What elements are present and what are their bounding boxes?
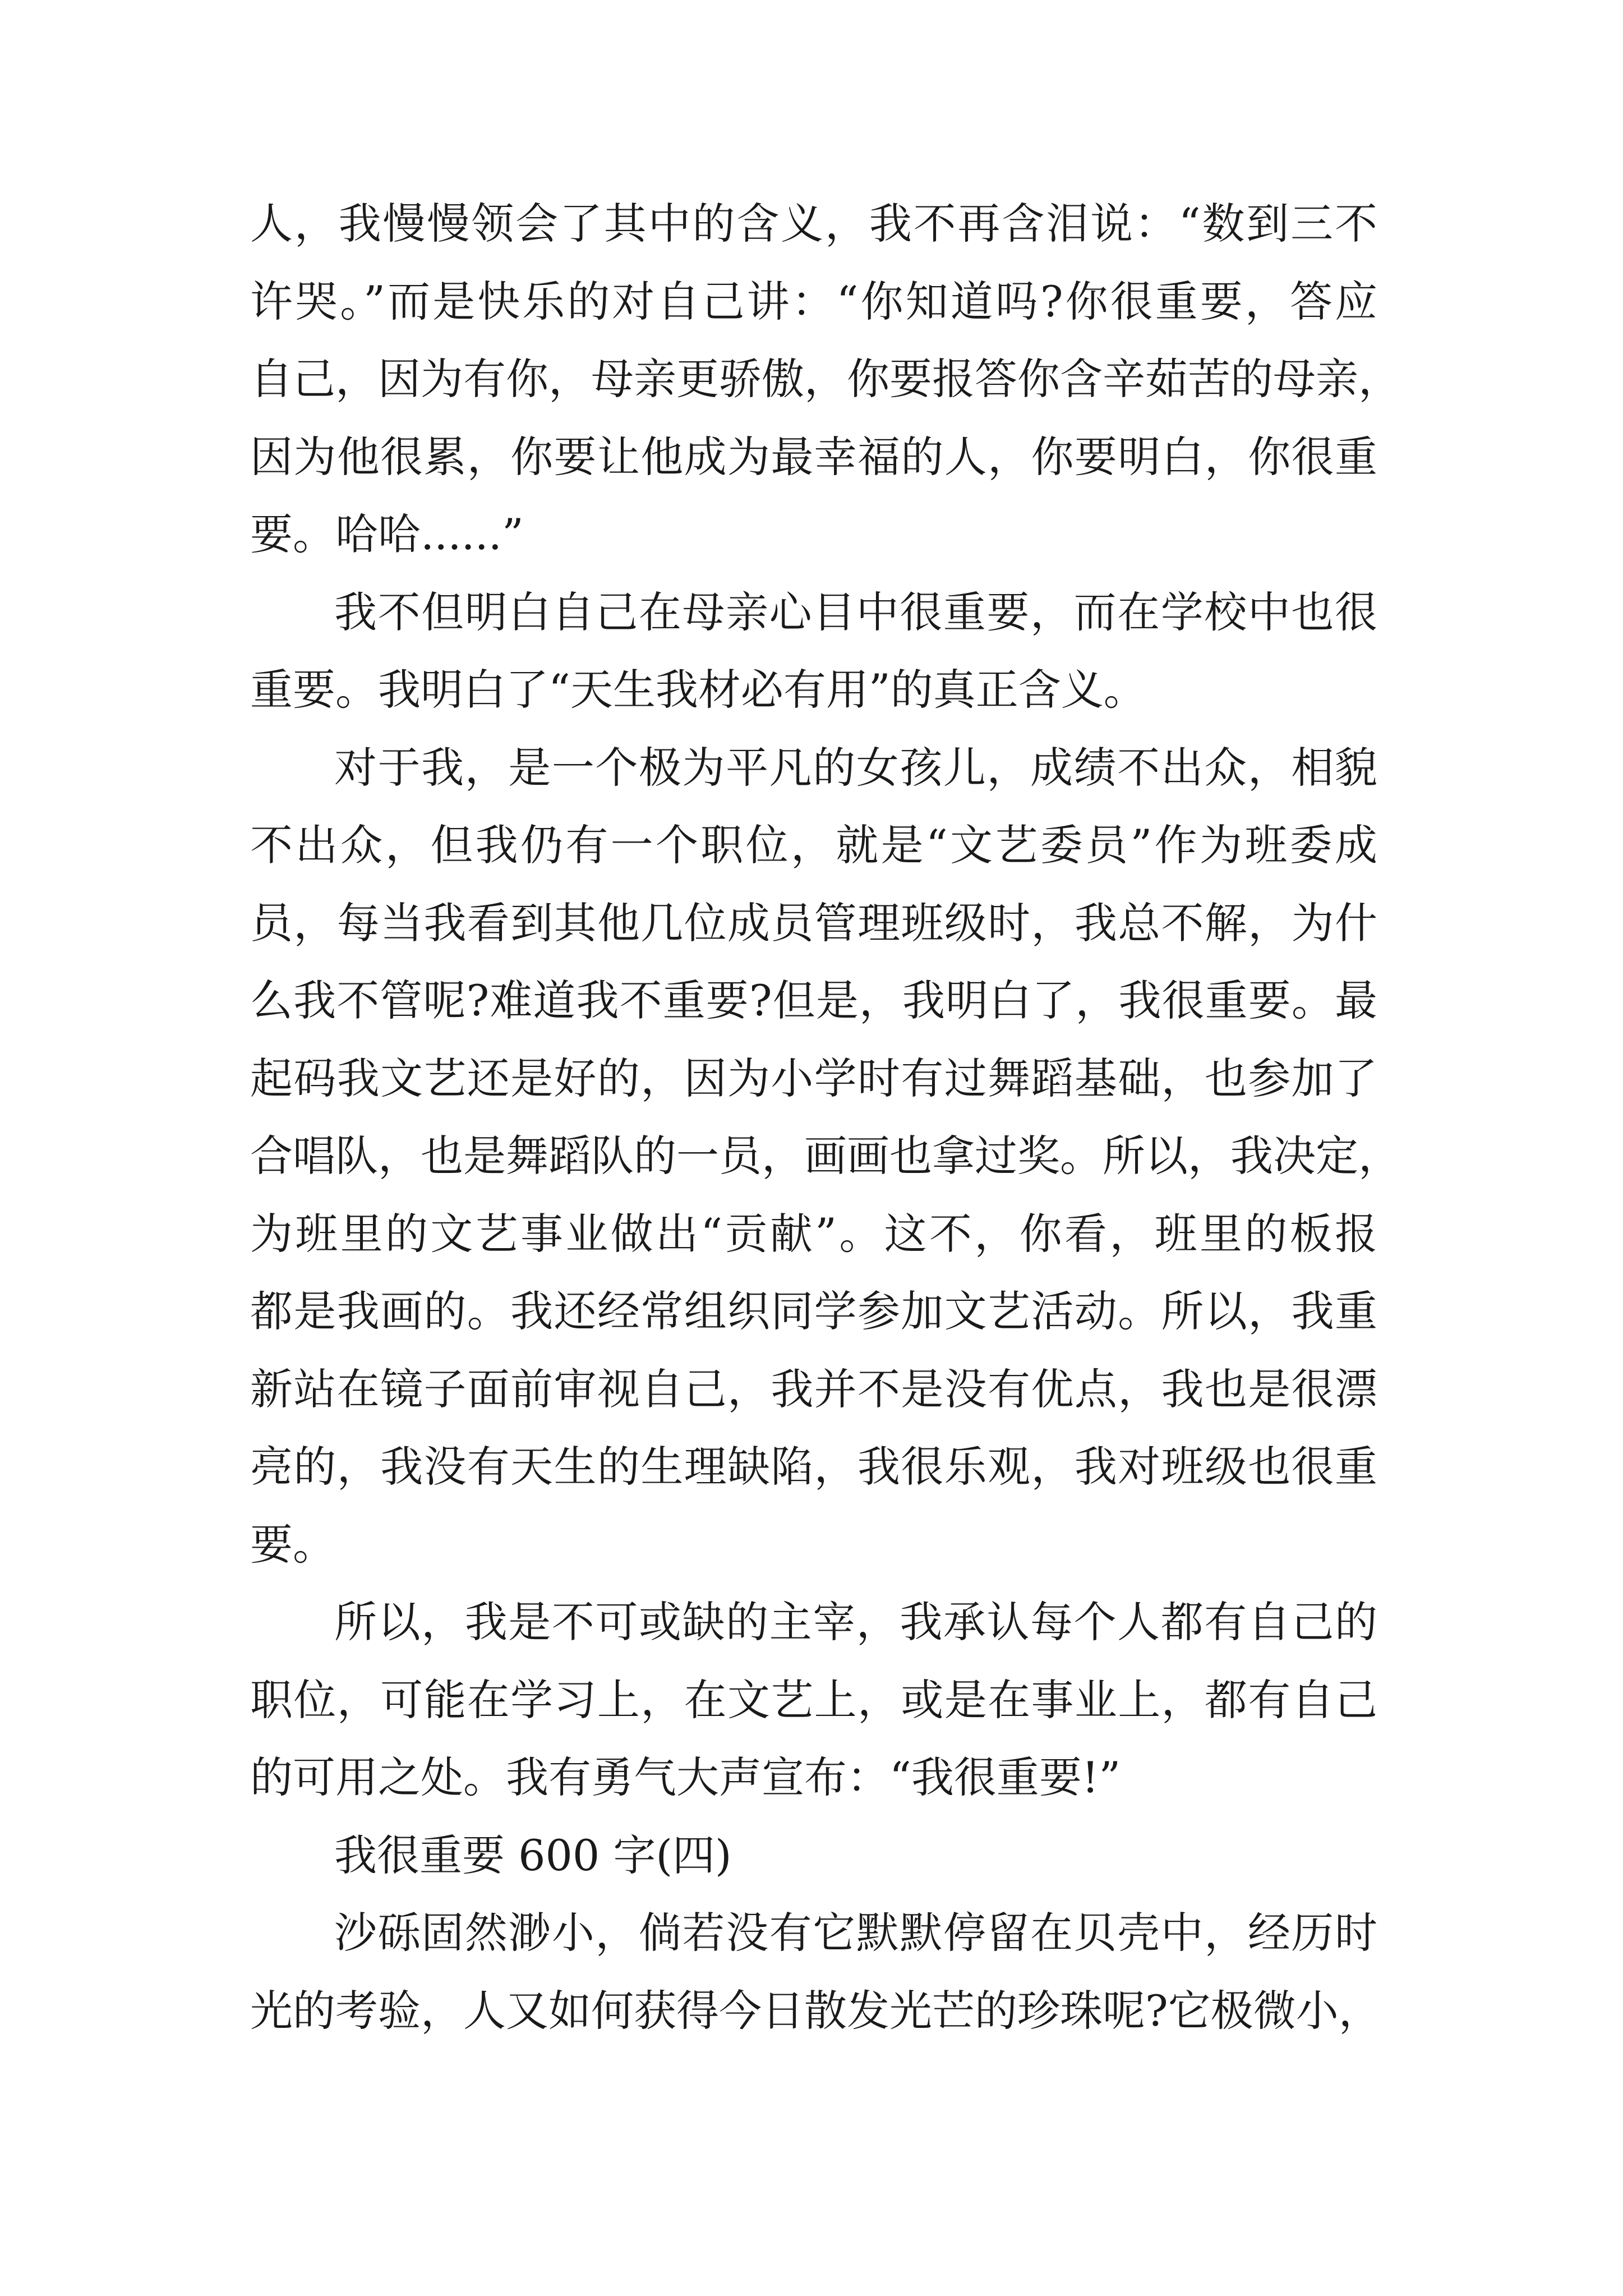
paragraph-start-line: 我不但明白自己在母亲心目中很重要，而在学校中也很 bbox=[334, 587, 1377, 637]
text-line: 么我不管呢?难道我不重要?但是，我明白了，我很重要。最 bbox=[250, 976, 1377, 1025]
text-line: 起码我文艺还是好的，因为小学时有过舞蹈基础，也参加了 bbox=[250, 1053, 1377, 1103]
text-line: 合唱队，也是舞蹈队的一员，画画也拿过奖。所以，我决定， bbox=[250, 1131, 1401, 1181]
text-line: 新站在镜子面前审视自己，我并不是没有优点，我也是很漂 bbox=[250, 1364, 1377, 1414]
text-line: 的可用之处。我有勇气大声宣布：“我很重要!” bbox=[250, 1752, 1121, 1802]
text-line: 要。哈哈......” bbox=[250, 509, 524, 559]
text-line: 要。 bbox=[250, 1519, 335, 1570]
text-line: 不出众，但我仍有一个职位，就是“文艺委员”作为班委成 bbox=[250, 820, 1377, 870]
text-line: 重要。我明白了“天生我材必有用”的真正含义。 bbox=[250, 665, 1146, 715]
text-line: 人，我慢慢领会了其中的含义，我不再含泪说：“数到三不 bbox=[250, 199, 1377, 249]
text-line: 自己，因为有你，母亲更骄傲，你要报答你含辛茹苦的母亲， bbox=[250, 354, 1401, 404]
paragraph-start-line: 沙砾固然渺小，倘若没有它默默停留在贝壳中，经历时 bbox=[334, 1908, 1377, 1958]
section-heading: 我很重要 600 字(四) bbox=[334, 1830, 732, 1880]
text-line: 许哭。”而是快乐的对自己讲：“你知道吗?你很重要，答应 bbox=[250, 276, 1377, 326]
paragraph-start-line: 所以，我是不可或缺的主宰，我承认每个人都有自己的 bbox=[334, 1597, 1377, 1647]
text-line: 都是我画的。我还经常组织同学参加文艺活动。所以，我重 bbox=[250, 1286, 1377, 1336]
text-line: 职位，可能在学习上，在文艺上，或是在事业上，都有自己 bbox=[250, 1674, 1377, 1725]
paragraph-start-line: 对于我，是一个极为平凡的女孩儿，成绩不出众，相貌 bbox=[334, 742, 1377, 793]
text-line: 为班里的文艺事业做出“贡献”。这不，你看，班里的板报 bbox=[250, 1208, 1377, 1259]
text-line: 因为他很累，你要让他成为最幸福的人，你要明白，你很重 bbox=[250, 431, 1377, 482]
text-line: 光的考验，人又如何获得今日散发光芒的珍珠呢?它极微小， bbox=[250, 1985, 1381, 2036]
text-line: 员，每当我看到其他几位成员管理班级时，我总不解，为什 bbox=[250, 898, 1377, 948]
body-text bbox=[250, 185, 1401, 2050]
text-line: 亮的，我没有天生的生理缺陷，我很乐观，我对班级也很重 bbox=[250, 1442, 1377, 1492]
